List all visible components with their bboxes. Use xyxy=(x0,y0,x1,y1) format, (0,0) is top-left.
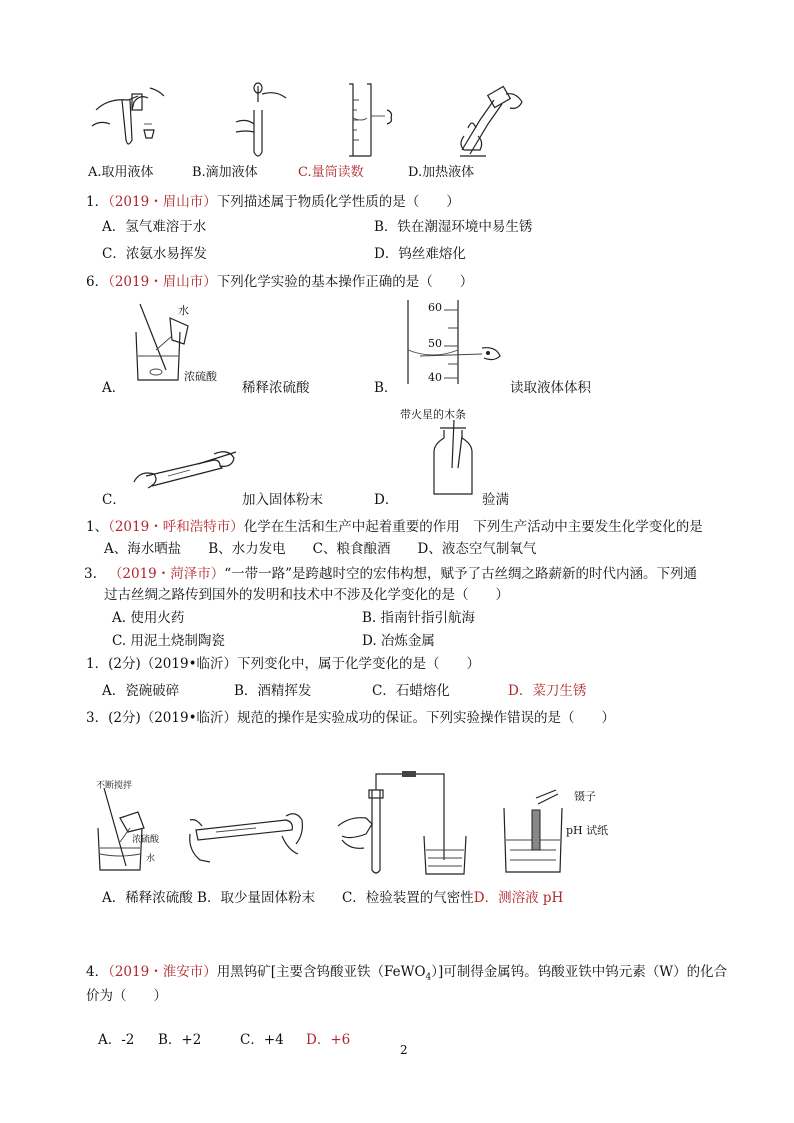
option-d-label: D.加热液体 xyxy=(408,165,475,180)
answer-options-abc: A．稀释浓硫酸 B．取少量固体粉末 C．检验装置的气密性 xyxy=(102,890,474,906)
question-source: （2019・眉山市） xyxy=(108,194,217,210)
question-3-linyi: 3．(2分)（2019•临沂）规范的操作是实验成功的保证。下列实验操作错误的是（ ） xyxy=(86,710,616,726)
answer-options: A、海水晒盐 B、水力发电 C、粮食酿酒 D、液态空气制氧气 xyxy=(104,541,537,557)
graduated-cylinder-figure xyxy=(345,80,405,160)
ph-paper-label: pH 试纸 xyxy=(566,824,609,837)
dilute-acid-figure xyxy=(126,300,236,390)
airtightness-figure xyxy=(336,770,476,880)
answer-option-c: C．浓氨水易挥发 xyxy=(102,246,207,262)
answer-option-b: B．+2 xyxy=(158,1032,202,1048)
acid-beaker-label: 浓硫酸 xyxy=(132,835,160,845)
option-a-caption: 稀释浓硫酸 xyxy=(242,380,310,396)
pouring-liquid-figure xyxy=(88,80,168,160)
question-text: 用黑钨矿[主要含钨酸亚铁（FeWO xyxy=(216,964,426,980)
question-text-line2: 价为（ ） xyxy=(86,988,167,1004)
option-c-caption: 加入固体粉末 xyxy=(242,492,323,508)
answer-option-c: C．石蜡熔化 xyxy=(372,683,450,699)
answer-option-d: D．+6 xyxy=(306,1032,351,1048)
question-number: 6． xyxy=(86,274,109,290)
question-6-meishan xyxy=(86,270,473,290)
tweezer-label: 镊子 xyxy=(574,790,596,803)
heating-liquid-figure xyxy=(450,80,530,160)
subscript-4: 4 xyxy=(425,972,432,983)
option-c-letter: C． xyxy=(102,492,126,508)
answer-option-d: D．菜刀生锈 xyxy=(508,683,587,699)
answer-option-c: C．+4 xyxy=(240,1032,284,1048)
option-c-label: C.量筒读数 xyxy=(298,165,364,180)
question-text-line2: 过古丝绸之路传到国外的发明和技术中不涉及化学变化的是（ ） xyxy=(104,587,509,603)
answer-option-b: B．铁在潮湿环境中易生锈 xyxy=(374,219,533,235)
question-number: 4． xyxy=(86,964,109,980)
question-1-hohhot xyxy=(86,515,703,535)
option-a-letter: A． xyxy=(102,380,126,396)
question-text: “一带一路”是跨越时空的宏伟构想，赋予了古丝绸之路薪新的时代内涵。下列通 xyxy=(224,566,698,582)
stir-label: 不断搅拌 xyxy=(96,781,133,791)
option-b-caption: 读取液体体积 xyxy=(510,380,591,396)
option-a-label: A.取用液体 xyxy=(88,165,154,180)
question-source: （2019・菏泽市） xyxy=(108,566,225,582)
mark-60: 60 xyxy=(428,301,442,314)
question-source: （2019・呼和浩特市） xyxy=(108,519,244,535)
question-text: 化学在生活和生产中起着重要的作用 下列生产活动中主要发生化学变化的是 xyxy=(243,519,703,535)
question-number: 1． xyxy=(86,194,109,210)
mark-50: 50 xyxy=(428,337,442,350)
answer-option-a: A．氢气难溶于水 xyxy=(102,219,207,235)
question-number: 3. xyxy=(84,566,97,582)
question-4-huaian xyxy=(86,960,727,983)
option-d-caption: 验满 xyxy=(482,492,509,508)
question-text: 下列化学实验的基本操作正确的是（ ） xyxy=(216,274,474,290)
page-number: 2 xyxy=(400,1043,408,1057)
powder-tube-figure xyxy=(186,800,306,870)
answer-option-b: B. 指南针指引航海 xyxy=(362,610,476,626)
question-1-linyi: 1．(2分)（2019•临沂）下列变化中，属于化学变化的是（ ） xyxy=(86,656,481,672)
question-text-cont: ）]可制得金属钨。钨酸亚铁中钨元素（W）的化合 xyxy=(431,964,728,980)
dropper-figure xyxy=(232,80,292,160)
add-powder-figure xyxy=(128,446,248,496)
answer-option-a: A．瓷碗破碎 xyxy=(102,683,180,699)
answer-option-d: D. 冶炼金属 xyxy=(362,633,435,649)
question-3-heze xyxy=(84,562,697,582)
answer-options xyxy=(102,886,563,906)
question-1-meishan xyxy=(86,190,460,210)
read-cylinder-figure xyxy=(400,298,510,388)
answer-option-a: A. 使用火药 xyxy=(112,610,185,626)
answer-option-b: B．酒精挥发 xyxy=(234,683,312,699)
option-b-letter: B． xyxy=(374,380,398,396)
option-d-letter: D． xyxy=(374,492,399,508)
water-label: 水 xyxy=(178,304,189,317)
answer-option-c: C. 用泥土烧制陶瓷 xyxy=(112,633,225,649)
stick-label: 带火星的木条 xyxy=(400,408,466,421)
water-beaker-label: 水 xyxy=(146,854,156,864)
question-source: （2019・眉山市） xyxy=(108,274,217,290)
mark-40: 40 xyxy=(428,371,442,384)
question-source: （2019・淮安市） xyxy=(108,964,217,980)
dilute-acid-beaker-figure xyxy=(90,778,180,878)
answer-option-d: D．钨丝难熔化 xyxy=(374,246,466,262)
question-text: 下列描述属于物质化学性质的是（ ） xyxy=(216,194,460,210)
acid-label: 浓硫酸 xyxy=(184,370,217,383)
question-number: 1、 xyxy=(86,519,109,535)
answer-option-d: D．测溶液 pH xyxy=(473,890,564,906)
option-b-label: B.滴加液体 xyxy=(192,165,258,180)
answer-option-a: A．-2 xyxy=(98,1032,135,1048)
gas-test-figure xyxy=(428,418,488,498)
